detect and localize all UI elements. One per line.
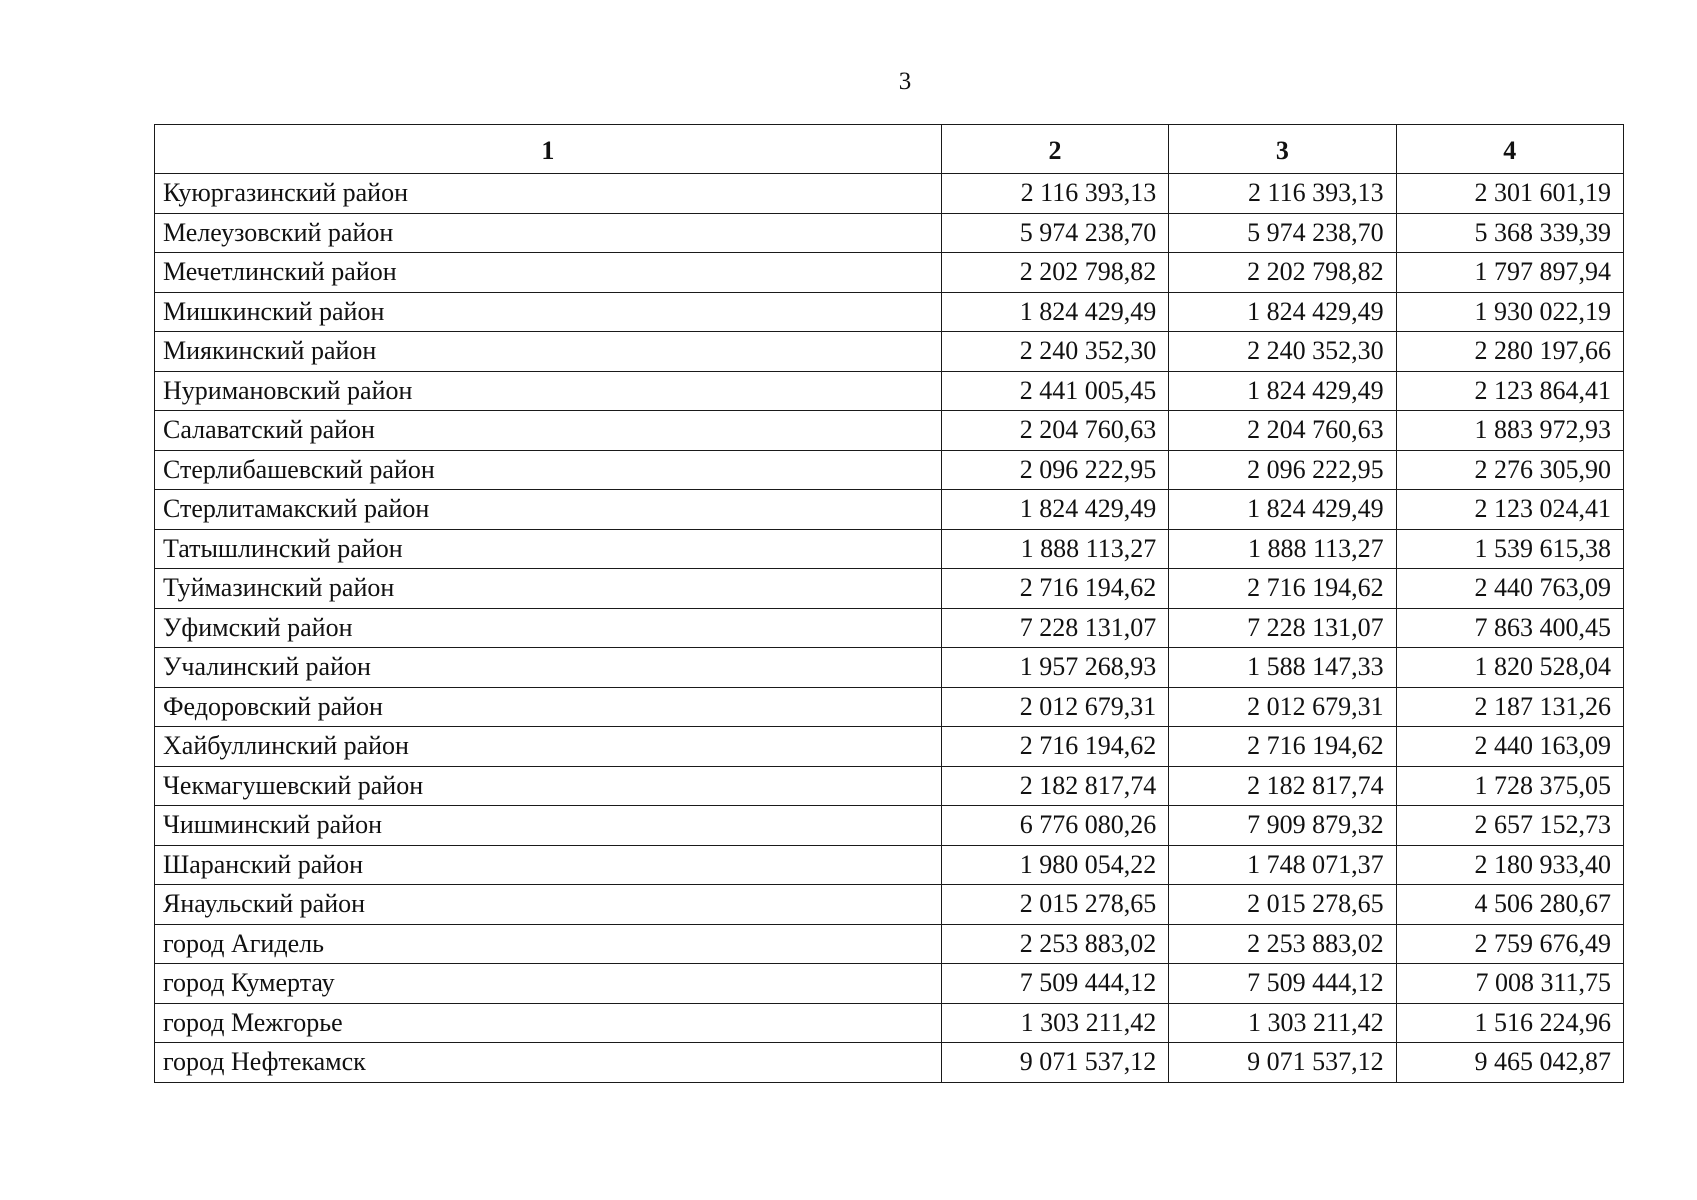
row-value-col2: 2 116 393,13 xyxy=(941,174,1168,214)
row-value-col3: 1 748 071,37 xyxy=(1169,845,1396,885)
row-value-col3: 2 716 194,62 xyxy=(1169,569,1396,609)
row-value-col3: 2 202 798,82 xyxy=(1169,253,1396,293)
row-value-col3: 1 303 211,42 xyxy=(1169,1003,1396,1043)
row-value-col4: 1 820 528,04 xyxy=(1396,648,1623,688)
row-value-col2: 2 012 679,31 xyxy=(941,687,1168,727)
row-name-cell: город Межгорье xyxy=(155,1003,942,1043)
table-row xyxy=(155,964,1624,1004)
table-row xyxy=(155,569,1624,609)
row-value-col2: 1 824 429,49 xyxy=(941,292,1168,332)
header-cell-col2: 2 xyxy=(941,125,1168,174)
row-value-col2: 1 888 113,27 xyxy=(941,529,1168,569)
row-value-col2: 1 980 054,22 xyxy=(941,845,1168,885)
row-value-col2: 9 071 537,12 xyxy=(941,1043,1168,1083)
row-name-cell: Чишминский район xyxy=(155,806,942,846)
table-row xyxy=(155,213,1624,253)
table-row xyxy=(155,845,1624,885)
row-value-col3: 1 588 147,33 xyxy=(1169,648,1396,688)
row-value-col4: 1 883 972,93 xyxy=(1396,411,1623,451)
row-value-col2: 2 253 883,02 xyxy=(941,924,1168,964)
table-row xyxy=(155,1003,1624,1043)
table-row xyxy=(155,648,1624,688)
header-cell-col4: 4 xyxy=(1396,125,1623,174)
page-number: 3 xyxy=(898,68,912,95)
row-value-col2: 7 228 131,07 xyxy=(941,608,1168,648)
row-value-col2: 2 015 278,65 xyxy=(941,885,1168,925)
row-value-col2: 2 096 222,95 xyxy=(941,450,1168,490)
table-row xyxy=(155,608,1624,648)
row-value-col2: 2 716 194,62 xyxy=(941,727,1168,767)
table-row xyxy=(155,371,1624,411)
table-row xyxy=(155,490,1624,530)
table-row xyxy=(155,529,1624,569)
row-name-cell: Миякинский район xyxy=(155,332,942,372)
row-name-cell: город Кумертау xyxy=(155,964,942,1004)
row-value-col3: 2 204 760,63 xyxy=(1169,411,1396,451)
row-name-cell: Хайбуллинский район xyxy=(155,727,942,767)
row-value-col4: 1 797 897,94 xyxy=(1396,253,1623,293)
row-name-cell: Куюргазинский район xyxy=(155,174,942,214)
row-value-col2: 2 240 352,30 xyxy=(941,332,1168,372)
row-value-col2: 2 202 798,82 xyxy=(941,253,1168,293)
table-row xyxy=(155,924,1624,964)
row-value-col3: 7 909 879,32 xyxy=(1169,806,1396,846)
row-name-cell: город Агидель xyxy=(155,924,942,964)
row-value-col4: 2 123 024,41 xyxy=(1396,490,1623,530)
row-value-col4: 2 180 933,40 xyxy=(1396,845,1623,885)
row-name-cell: Мелеузовский район xyxy=(155,213,942,253)
table-row xyxy=(155,174,1624,214)
row-name-cell: Янаульский район xyxy=(155,885,942,925)
row-name-cell: Нуримановский район xyxy=(155,371,942,411)
row-value-col3: 2 015 278,65 xyxy=(1169,885,1396,925)
row-value-col3: 2 182 817,74 xyxy=(1169,766,1396,806)
row-value-col4: 2 276 305,90 xyxy=(1396,450,1623,490)
row-value-col3: 2 240 352,30 xyxy=(1169,332,1396,372)
row-value-col3: 2 716 194,62 xyxy=(1169,727,1396,767)
row-value-col2: 1 303 211,42 xyxy=(941,1003,1168,1043)
row-value-col4: 7 863 400,45 xyxy=(1396,608,1623,648)
row-value-col4: 9 465 042,87 xyxy=(1396,1043,1623,1083)
row-value-col3: 5 974 238,70 xyxy=(1169,213,1396,253)
row-value-col4: 2 187 131,26 xyxy=(1396,687,1623,727)
row-value-col2: 7 509 444,12 xyxy=(941,964,1168,1004)
table-row xyxy=(155,332,1624,372)
table-row xyxy=(155,687,1624,727)
row-value-col2: 2 441 005,45 xyxy=(941,371,1168,411)
row-value-col3: 9 071 537,12 xyxy=(1169,1043,1396,1083)
row-value-col3: 1 888 113,27 xyxy=(1169,529,1396,569)
row-value-col4: 2 440 763,09 xyxy=(1396,569,1623,609)
row-name-cell: Стерлибашевский район xyxy=(155,450,942,490)
row-value-col4: 2 280 197,66 xyxy=(1396,332,1623,372)
table-row xyxy=(155,411,1624,451)
data-table xyxy=(154,124,1624,1083)
row-value-col3: 1 824 429,49 xyxy=(1169,292,1396,332)
row-value-col3: 7 228 131,07 xyxy=(1169,608,1396,648)
row-value-col3: 2 253 883,02 xyxy=(1169,924,1396,964)
row-name-cell: Уфимский район xyxy=(155,608,942,648)
row-value-col4: 1 516 224,96 xyxy=(1396,1003,1623,1043)
row-name-cell: Шаранский район xyxy=(155,845,942,885)
table-row xyxy=(155,885,1624,925)
row-value-col4: 4 506 280,67 xyxy=(1396,885,1623,925)
row-value-col3: 1 824 429,49 xyxy=(1169,371,1396,411)
row-value-col2: 2 182 817,74 xyxy=(941,766,1168,806)
table-row xyxy=(155,450,1624,490)
row-name-cell: Федоровский район xyxy=(155,687,942,727)
table-row xyxy=(155,292,1624,332)
row-value-col4: 1 539 615,38 xyxy=(1396,529,1623,569)
row-value-col4: 5 368 339,39 xyxy=(1396,213,1623,253)
row-name-cell: Мечетлинский район xyxy=(155,253,942,293)
row-value-col4: 2 301 601,19 xyxy=(1396,174,1623,214)
row-value-col4: 2 759 676,49 xyxy=(1396,924,1623,964)
table-body xyxy=(155,174,1624,1083)
row-value-col2: 1 824 429,49 xyxy=(941,490,1168,530)
row-name-cell: Чекмагушевский район xyxy=(155,766,942,806)
table-row xyxy=(155,806,1624,846)
row-name-cell: Татышлинский район xyxy=(155,529,942,569)
table-header xyxy=(155,125,1624,174)
header-cell-col3: 3 xyxy=(1169,125,1396,174)
table-row xyxy=(155,727,1624,767)
row-value-col2: 1 957 268,93 xyxy=(941,648,1168,688)
row-value-col2: 5 974 238,70 xyxy=(941,213,1168,253)
row-name-cell: Мишкинский район xyxy=(155,292,942,332)
row-name-cell: Салаватский район xyxy=(155,411,942,451)
row-value-col2: 6 776 080,26 xyxy=(941,806,1168,846)
row-value-col3: 2 096 222,95 xyxy=(1169,450,1396,490)
row-value-col4: 2 657 152,73 xyxy=(1396,806,1623,846)
row-name-cell: Туймазинский район xyxy=(155,569,942,609)
table-header-row xyxy=(155,125,1624,174)
row-name-cell: Учалинский район xyxy=(155,648,942,688)
table-row xyxy=(155,766,1624,806)
row-value-col3: 1 824 429,49 xyxy=(1169,490,1396,530)
row-value-col4: 2 123 864,41 xyxy=(1396,371,1623,411)
row-name-cell: Стерлитамакский район xyxy=(155,490,942,530)
row-value-col3: 2 116 393,13 xyxy=(1169,174,1396,214)
table-row xyxy=(155,1043,1624,1083)
header-cell-col1: 1 xyxy=(155,125,942,174)
row-value-col2: 2 204 760,63 xyxy=(941,411,1168,451)
table-row xyxy=(155,253,1624,293)
row-value-col2: 2 716 194,62 xyxy=(941,569,1168,609)
row-value-col4: 1 728 375,05 xyxy=(1396,766,1623,806)
row-value-col4: 7 008 311,75 xyxy=(1396,964,1623,1004)
row-value-col3: 2 012 679,31 xyxy=(1169,687,1396,727)
row-value-col4: 2 440 163,09 xyxy=(1396,727,1623,767)
row-value-col3: 7 509 444,12 xyxy=(1169,964,1396,1004)
row-name-cell: город Нефтекамск xyxy=(155,1043,942,1083)
row-value-col4: 1 930 022,19 xyxy=(1396,292,1623,332)
